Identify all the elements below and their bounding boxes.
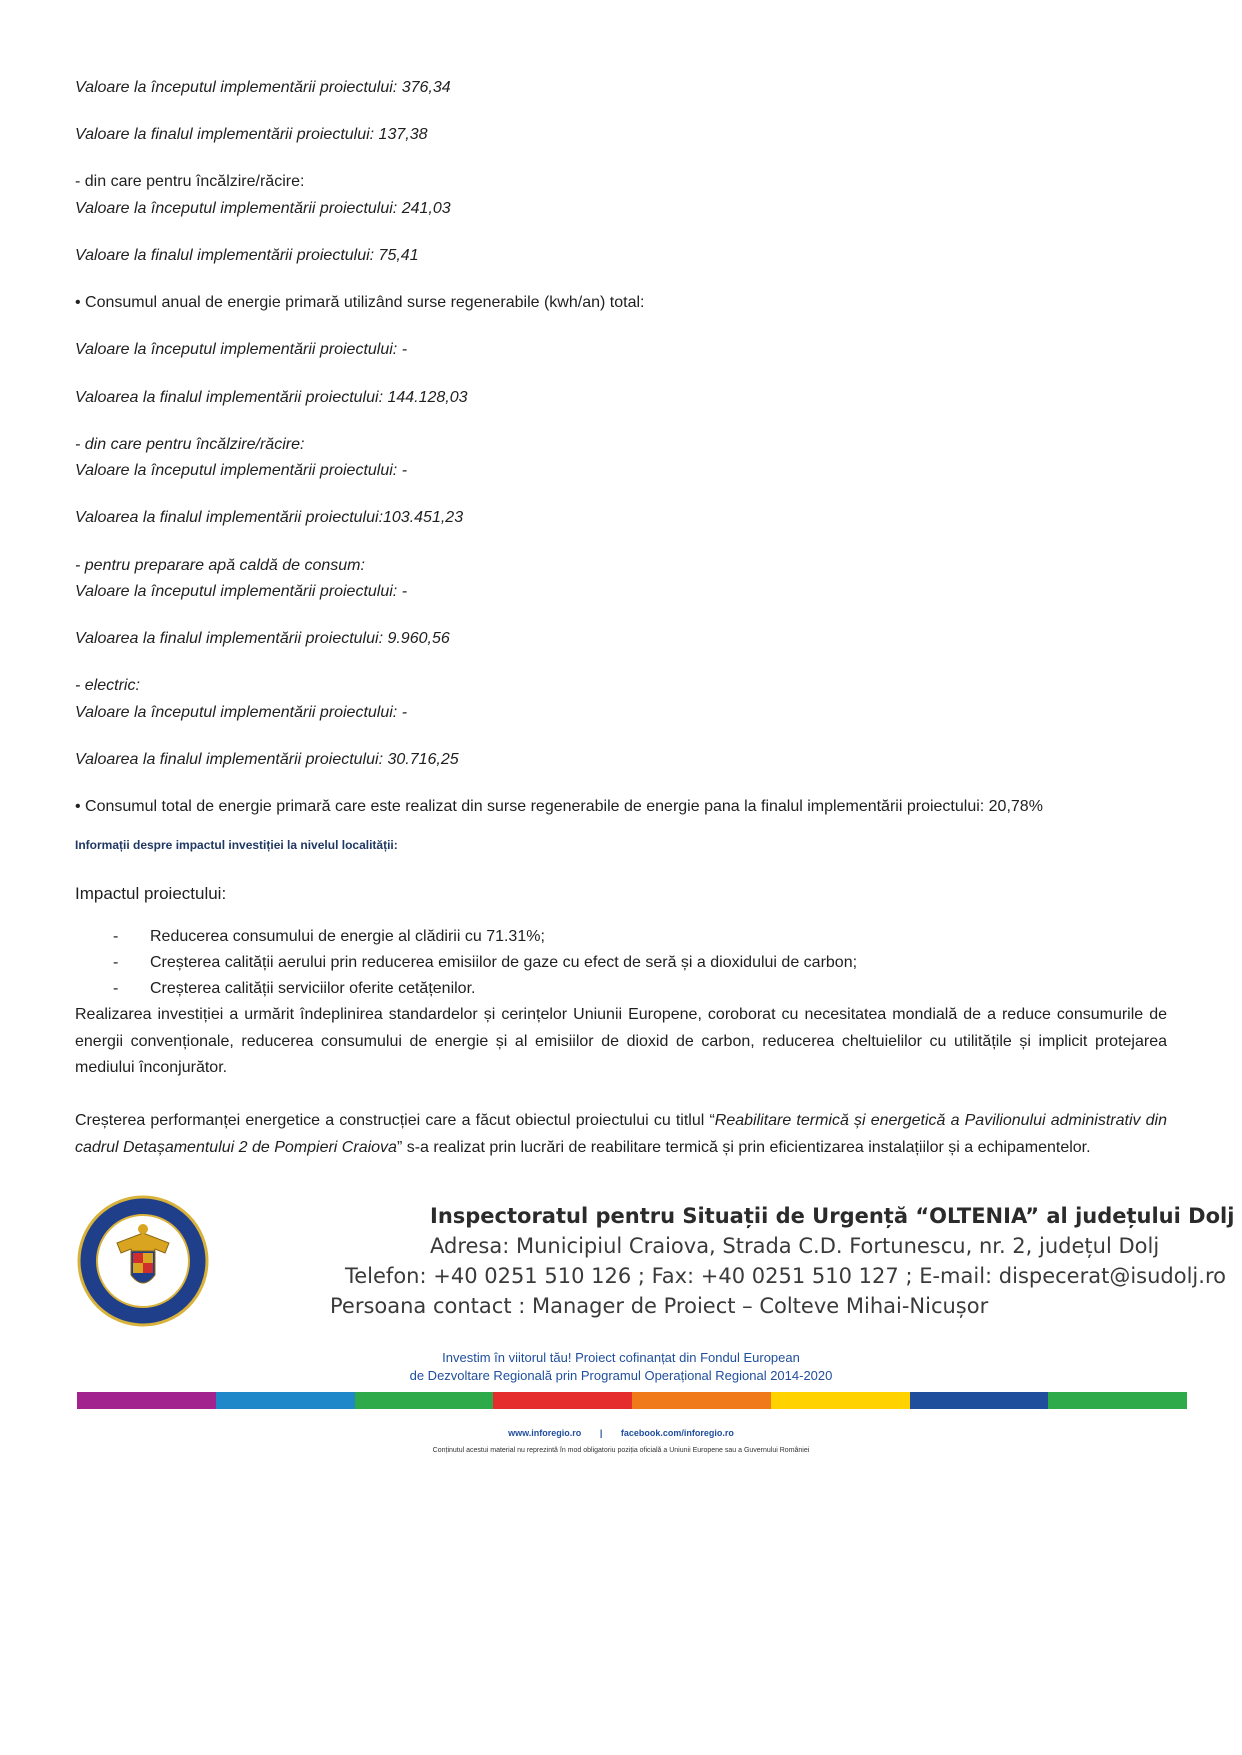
funding-line-1: Investim în viitorul tău! Proiect cofinanțat din Fondul European bbox=[442, 1350, 800, 1365]
link-separator: | bbox=[599, 1428, 603, 1438]
list-item bbox=[75, 924, 857, 950]
color-bar-segment bbox=[216, 1392, 355, 1409]
indicator-line: Valoarea la finalul implementării proiectului: 9.960,56 bbox=[75, 630, 450, 647]
color-bar-segment bbox=[771, 1392, 910, 1409]
indicator-line: Valoare la începutul implementării proiectului: 241,03 bbox=[75, 200, 451, 217]
indicator-line: Valoare la începutul implementării proiectului: - bbox=[75, 583, 408, 600]
impact-item-text: Creșterea calității serviciilor oferite cetățenilor. bbox=[150, 980, 476, 997]
regio-color-bar bbox=[77, 1392, 1187, 1409]
inforegio-link[interactable]: www.inforegio.ro bbox=[508, 1428, 582, 1438]
isu-seal-icon bbox=[77, 1195, 209, 1327]
org-phone: Telefon: +40 0251 510 126 ; Fax: +40 0251 510 127 ; E-mail: dispecerat@isudolj.ro bbox=[345, 1264, 1226, 1288]
org-name: Inspectoratul pentru Situații de Urgență “OLTENIA” al județului Dolj bbox=[430, 1204, 1235, 1228]
color-bar-segment bbox=[493, 1392, 632, 1409]
dash-bullet: - bbox=[113, 954, 119, 971]
color-bar-segment bbox=[355, 1392, 494, 1409]
indicator-line: - pentru preparare apă caldă de consum: bbox=[75, 557, 365, 574]
paragraph-investment: Realizarea investiției a urmărit îndeplinirea standardelor și cerințelor Uniunii Europene, coroborat cu necesitatea mondială de a reduce consumurile de energii convenționale, reducerea consumului de energie și al emisiilor de dioxid de carbon, reducerea cheltuielilor cu utilitățile și implicit protejarea mediului înconjurător. bbox=[75, 1006, 1167, 1076]
indicator-line: Valoarea la finalul implementării proiectului:103.451,23 bbox=[75, 509, 464, 526]
dash-bullet: - bbox=[113, 980, 119, 997]
org-contact-person: Persoana contact : Manager de Proiect – Colteve Mihai-Nicușor bbox=[330, 1294, 989, 1318]
color-bar-segment bbox=[1048, 1392, 1187, 1409]
indicator-line: • Consumul anual de energie primară utilizând surse regenerabile (kwh/an) total: bbox=[75, 294, 645, 311]
impact-list bbox=[75, 924, 857, 1002]
indicator-line: Valoare la începutul implementării proiectului: - bbox=[75, 462, 408, 479]
indicator-line: Valoare la finalul implementării proiectului: 75,41 bbox=[75, 247, 419, 264]
facebook-link[interactable]: facebook.com/inforegio.ro bbox=[620, 1428, 734, 1438]
indicator-line: - electric: bbox=[75, 677, 140, 694]
impact-title: Impactul proiectului: bbox=[75, 884, 227, 903]
indicator-line: Valoare la începutul implementării proiectului: - bbox=[75, 704, 408, 721]
indicator-line: - din care pentru încălzire/răcire: bbox=[75, 173, 305, 190]
impact-heading: Informații despre impactul investiției la nivelul localității: bbox=[75, 838, 398, 852]
indicator-line: • Consumul total de energie primară care este realizat din surse regenerabile de energie pana la finalul implementării proiectului: 20,78% bbox=[75, 798, 1043, 815]
list-item bbox=[75, 950, 857, 976]
color-bar-segment bbox=[77, 1392, 216, 1409]
indicator-line: Valoare la finalul implementării proiectului: 137,38 bbox=[75, 126, 428, 143]
list-item bbox=[75, 976, 857, 1002]
contact-block bbox=[75, 1195, 1235, 1335]
paragraph-performance bbox=[75, 1108, 1167, 1161]
dash-bullet: - bbox=[113, 928, 119, 945]
impact-item-text: Reducerea consumului de energie al clădirii cu 71.31%; bbox=[150, 928, 545, 945]
paragraph-before: Creșterea performanței energetice a construcției care a făcut obiectul proiectului cu titlul “ bbox=[75, 1112, 715, 1129]
indicator-line: Valoare la începutul implementării proiectului: - bbox=[75, 341, 408, 358]
indicator-line: Valoarea la finalul implementării proiectului: 30.716,25 bbox=[75, 751, 459, 768]
project-title: Reabilitare termică și energetică a Pavilionului administrativ din cadrul Detașamentului 2 de Pompieri Craiova bbox=[75, 1112, 1167, 1156]
funding-line-2: de Dezvoltare Regională prin Programul Operațional Regional 2014-2020 bbox=[409, 1368, 833, 1383]
org-address: Adresa: Municipiul Craiova, Strada C.D. Fortunescu, nr. 2, județul Dolj bbox=[430, 1234, 1160, 1258]
impact-item-text: Creșterea calității aerului prin reducerea emisiilor de gaze cu efect de seră și a dioxidului de carbon; bbox=[150, 954, 858, 971]
color-bar-segment bbox=[910, 1392, 1049, 1409]
indicator-line: - din care pentru încălzire/răcire: bbox=[75, 436, 305, 453]
indicator-line: Valoare la începutul implementării proiectului: 376,34 bbox=[75, 79, 451, 96]
disclaimer: Conținutul acestui material nu reprezintă în mod obligatoriu poziția oficială a Uniunii Europene sau a Guvernului României bbox=[432, 1447, 810, 1454]
footer-links bbox=[0, 1428, 1242, 1438]
indicator-line: Valoarea la finalul implementării proiectului: 144.128,03 bbox=[75, 389, 468, 406]
color-bar-segment bbox=[632, 1392, 771, 1409]
paragraph-after: ” s-a realizat prin lucrări de reabilitare termică și prin eficientizarea instalațiilor și a echipamentelor. bbox=[396, 1138, 1091, 1156]
